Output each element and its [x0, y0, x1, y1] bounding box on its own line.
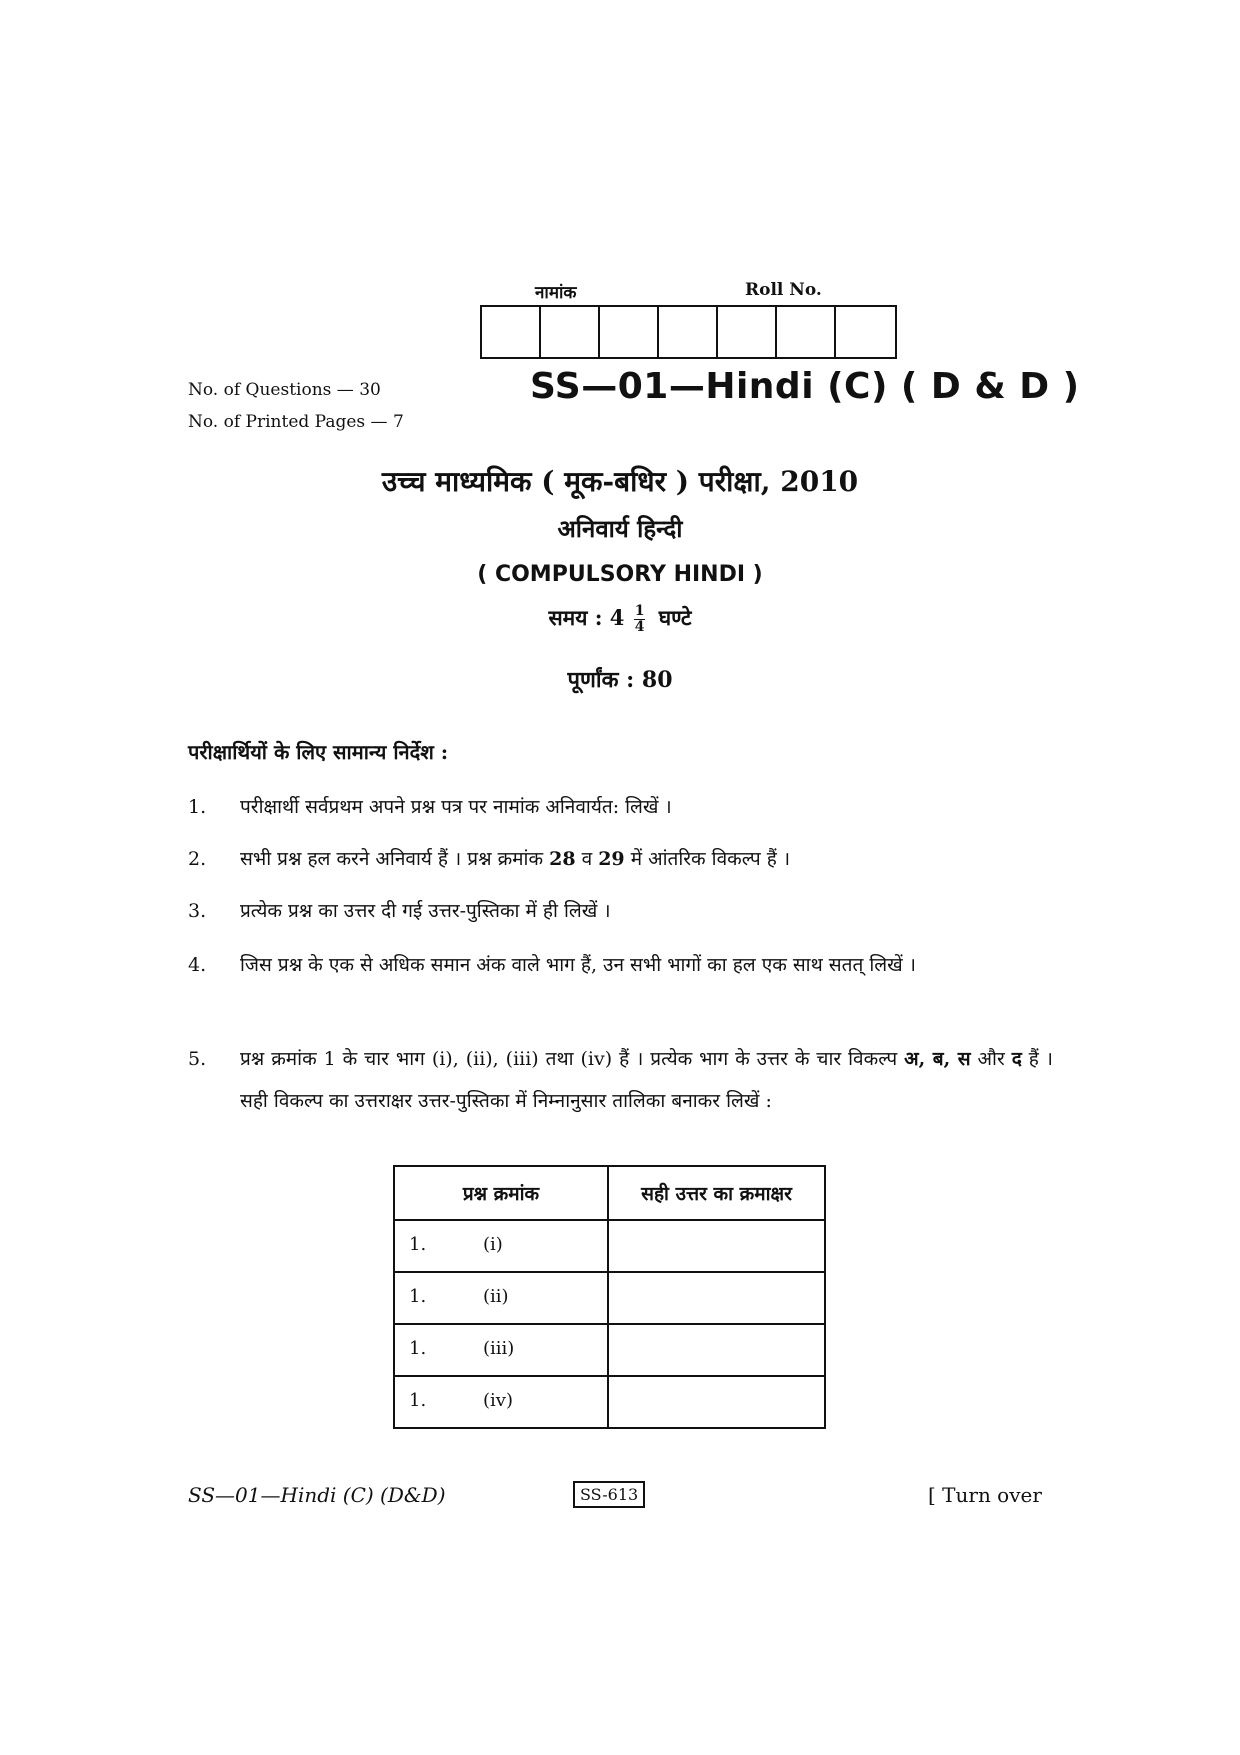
instruction-item	[188, 786, 1053, 828]
paper-code: SS—01—Hindi (C) ( D & D )	[530, 366, 1080, 407]
question-number: 1.	[409, 1390, 427, 1411]
option-letters: अ, ब, स	[904, 1048, 971, 1070]
subject-title-english: ( COMPULSORY HINDI )	[477, 562, 763, 587]
table-row	[394, 1324, 825, 1376]
instruction-text-part: हैं । सही विकल्प का उत्तराक्षर उत्तर-पुस्तिका में निम्नानुसार तालिका बनाकर लिखें :	[240, 1048, 1053, 1112]
instruction-number: 5.	[188, 1048, 207, 1070]
answer-cell[interactable]	[608, 1220, 825, 1272]
question-cell	[394, 1324, 608, 1376]
instruction-number: 1.	[188, 796, 207, 818]
footer-paper-code: SS—01—Hindi (C) (D&D)	[188, 1483, 446, 1507]
question-part: (iii)	[483, 1338, 515, 1359]
instruction-text-part: में आंतरिक विकल्प हैं ।	[624, 848, 791, 870]
table-row	[394, 1220, 825, 1272]
answer-cell[interactable]	[608, 1376, 825, 1428]
instruction-text	[240, 1038, 1053, 1122]
instruction-item	[188, 1038, 1053, 1122]
instruction-number: 3.	[188, 900, 207, 922]
turn-over-note: [ Turn over	[928, 1483, 1042, 1507]
fraction-denominator: 4	[634, 619, 645, 635]
exam-title: उच्च माध्यमिक ( मूक-बधिर ) परीक्षा, 2010	[381, 465, 859, 498]
column-header-question-no: प्रश्न क्रमांक	[394, 1166, 608, 1220]
roll-label-hindi: नामांक	[535, 283, 577, 303]
instruction-text: जिस प्रश्न के एक से अधिक समान अंक वाले भाग हैं, उन सभी भागों का हल एक साथ सतत् लिखें ।	[240, 954, 916, 976]
instruction-text-part: और	[970, 1048, 1012, 1070]
instruction-number: 2.	[188, 848, 207, 870]
question-ref: 28	[549, 848, 576, 870]
roll-digit-box[interactable]	[541, 307, 600, 357]
instruction-item	[188, 944, 1053, 986]
footer-series-code: SS-613	[573, 1481, 645, 1508]
question-part: (ii)	[483, 1286, 509, 1307]
table-header-row	[394, 1166, 825, 1220]
question-cell	[394, 1376, 608, 1428]
roll-number-boxes	[480, 305, 897, 359]
instruction-item	[188, 890, 1053, 932]
question-cell	[394, 1272, 608, 1324]
subject-title-hindi: अनिवार्य हिन्दी	[557, 514, 683, 543]
question-count: No. of Questions — 30	[188, 380, 381, 400]
question-part: (iv)	[483, 1390, 513, 1411]
option-letter: द	[1011, 1048, 1022, 1070]
question-cell	[394, 1220, 608, 1272]
fraction-numerator: 1	[634, 603, 645, 619]
table-row	[394, 1376, 825, 1428]
instruction-text	[240, 838, 1053, 880]
time-unit: घण्टे	[658, 605, 692, 630]
roll-digit-box[interactable]	[718, 307, 777, 357]
instruction-text: प्रत्येक प्रश्न का उत्तर दी गई उत्तर-पुस्तिका में ही लिखें ।	[240, 900, 611, 922]
instruction-number: 4.	[188, 954, 207, 976]
roll-digit-box[interactable]	[836, 307, 895, 357]
time-label: समय : 4	[548, 605, 625, 630]
instruction-text-part: सभी प्रश्न हल करने अनिवार्य हैं । प्रश्न क्रमांक	[240, 848, 550, 870]
question-ref: 29	[598, 848, 625, 870]
time-fraction	[634, 604, 646, 635]
instruction-item	[188, 838, 1053, 880]
table-row	[394, 1272, 825, 1324]
roll-digit-box[interactable]	[600, 307, 659, 357]
answer-cell[interactable]	[608, 1272, 825, 1324]
answer-format-table	[393, 1165, 826, 1429]
roll-digit-box[interactable]	[482, 307, 541, 357]
roll-digit-box[interactable]	[777, 307, 836, 357]
question-number: 1.	[409, 1286, 427, 1307]
instruction-text: परीक्षार्थी सर्वप्रथम अपने प्रश्न पत्र पर नामांक अनिवार्यत: लिखें ।	[240, 796, 672, 818]
question-number: 1.	[409, 1234, 427, 1255]
answer-cell[interactable]	[608, 1324, 825, 1376]
instructions-heading: परीक्षार्थियों के लिए सामान्य निर्देश :	[188, 740, 449, 764]
time-allowed	[0, 604, 1240, 635]
question-part: (i)	[483, 1234, 503, 1255]
roll-label-english: Roll No.	[745, 280, 822, 300]
roll-digit-box[interactable]	[659, 307, 718, 357]
maximum-marks: पूर्णांक : 80	[567, 667, 673, 693]
column-header-answer: सही उत्तर का क्रमाक्षर	[608, 1166, 825, 1220]
printed-pages-count: No. of Printed Pages — 7	[188, 412, 404, 432]
question-number: 1.	[409, 1338, 427, 1359]
instruction-text-part: व	[575, 848, 599, 870]
instruction-text-part: प्रश्न क्रमांक 1 के चार भाग (i), (ii), (iii) तथा (iv) हैं । प्रत्येक भाग के उत्तर के चार विकल्प	[240, 1048, 905, 1070]
